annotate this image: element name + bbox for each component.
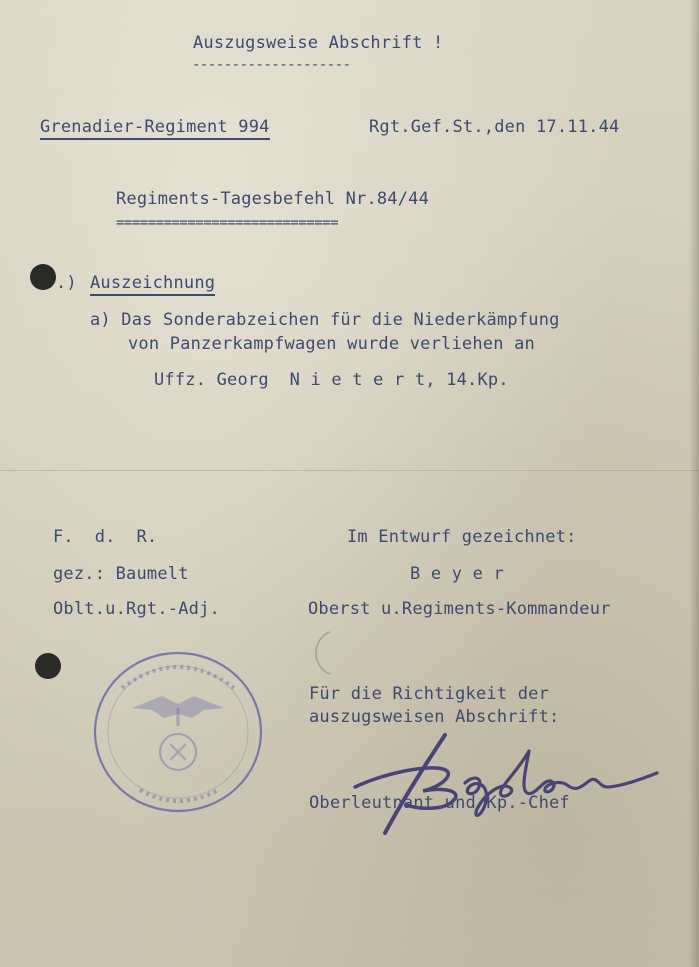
certification-rank: Oberleutnant und Kp.-Chef: [309, 793, 570, 813]
punch-hole: [35, 653, 61, 679]
title-rule: --------------------: [192, 57, 351, 73]
commander-rank: Oberst u.Regiments-Kommandeur: [308, 599, 611, 619]
order-rule: ============================: [116, 215, 339, 231]
award-recipient: Uffz. Georg N i e t e r t, 14.Kp.: [154, 370, 509, 390]
official-stamp: [92, 648, 268, 818]
adjutant-name: gez.: Baumelt: [53, 564, 189, 584]
order-title: Regiments-Tagesbefehl Nr.84/44: [116, 189, 430, 209]
fold-line: [0, 470, 699, 471]
handwritten-signature: [345, 725, 665, 840]
certification-line1: Für die Richtigkeit der: [309, 684, 550, 704]
punch-hole: [30, 264, 56, 290]
commander-name: B e y e r: [410, 564, 504, 584]
document-title: Auszugsweise Abschrift !: [193, 33, 444, 53]
draft-signed-label: Im Entwurf gezeichnet:: [347, 527, 577, 547]
award-text-line1: a) Das Sonderabzeichen für die Niederkämpfung: [90, 310, 560, 330]
award-text-line2: von Panzerkampfwagen wurde verliehen an: [128, 334, 535, 354]
section-number: .): [56, 273, 77, 293]
faint-ring-mark: [300, 628, 340, 678]
certification-line2: auszugsweisen Abschrift:: [309, 707, 560, 727]
section-heading: Auszeichnung: [90, 273, 215, 296]
location-date: Rgt.Gef.St.,den 17.11.44: [369, 117, 620, 137]
regiment-name: Grenadier-Regiment 994: [40, 117, 270, 140]
fdr-label: F. d. R.: [53, 527, 158, 547]
adjutant-rank: Oblt.u.Rgt.-Adj.: [53, 599, 220, 619]
